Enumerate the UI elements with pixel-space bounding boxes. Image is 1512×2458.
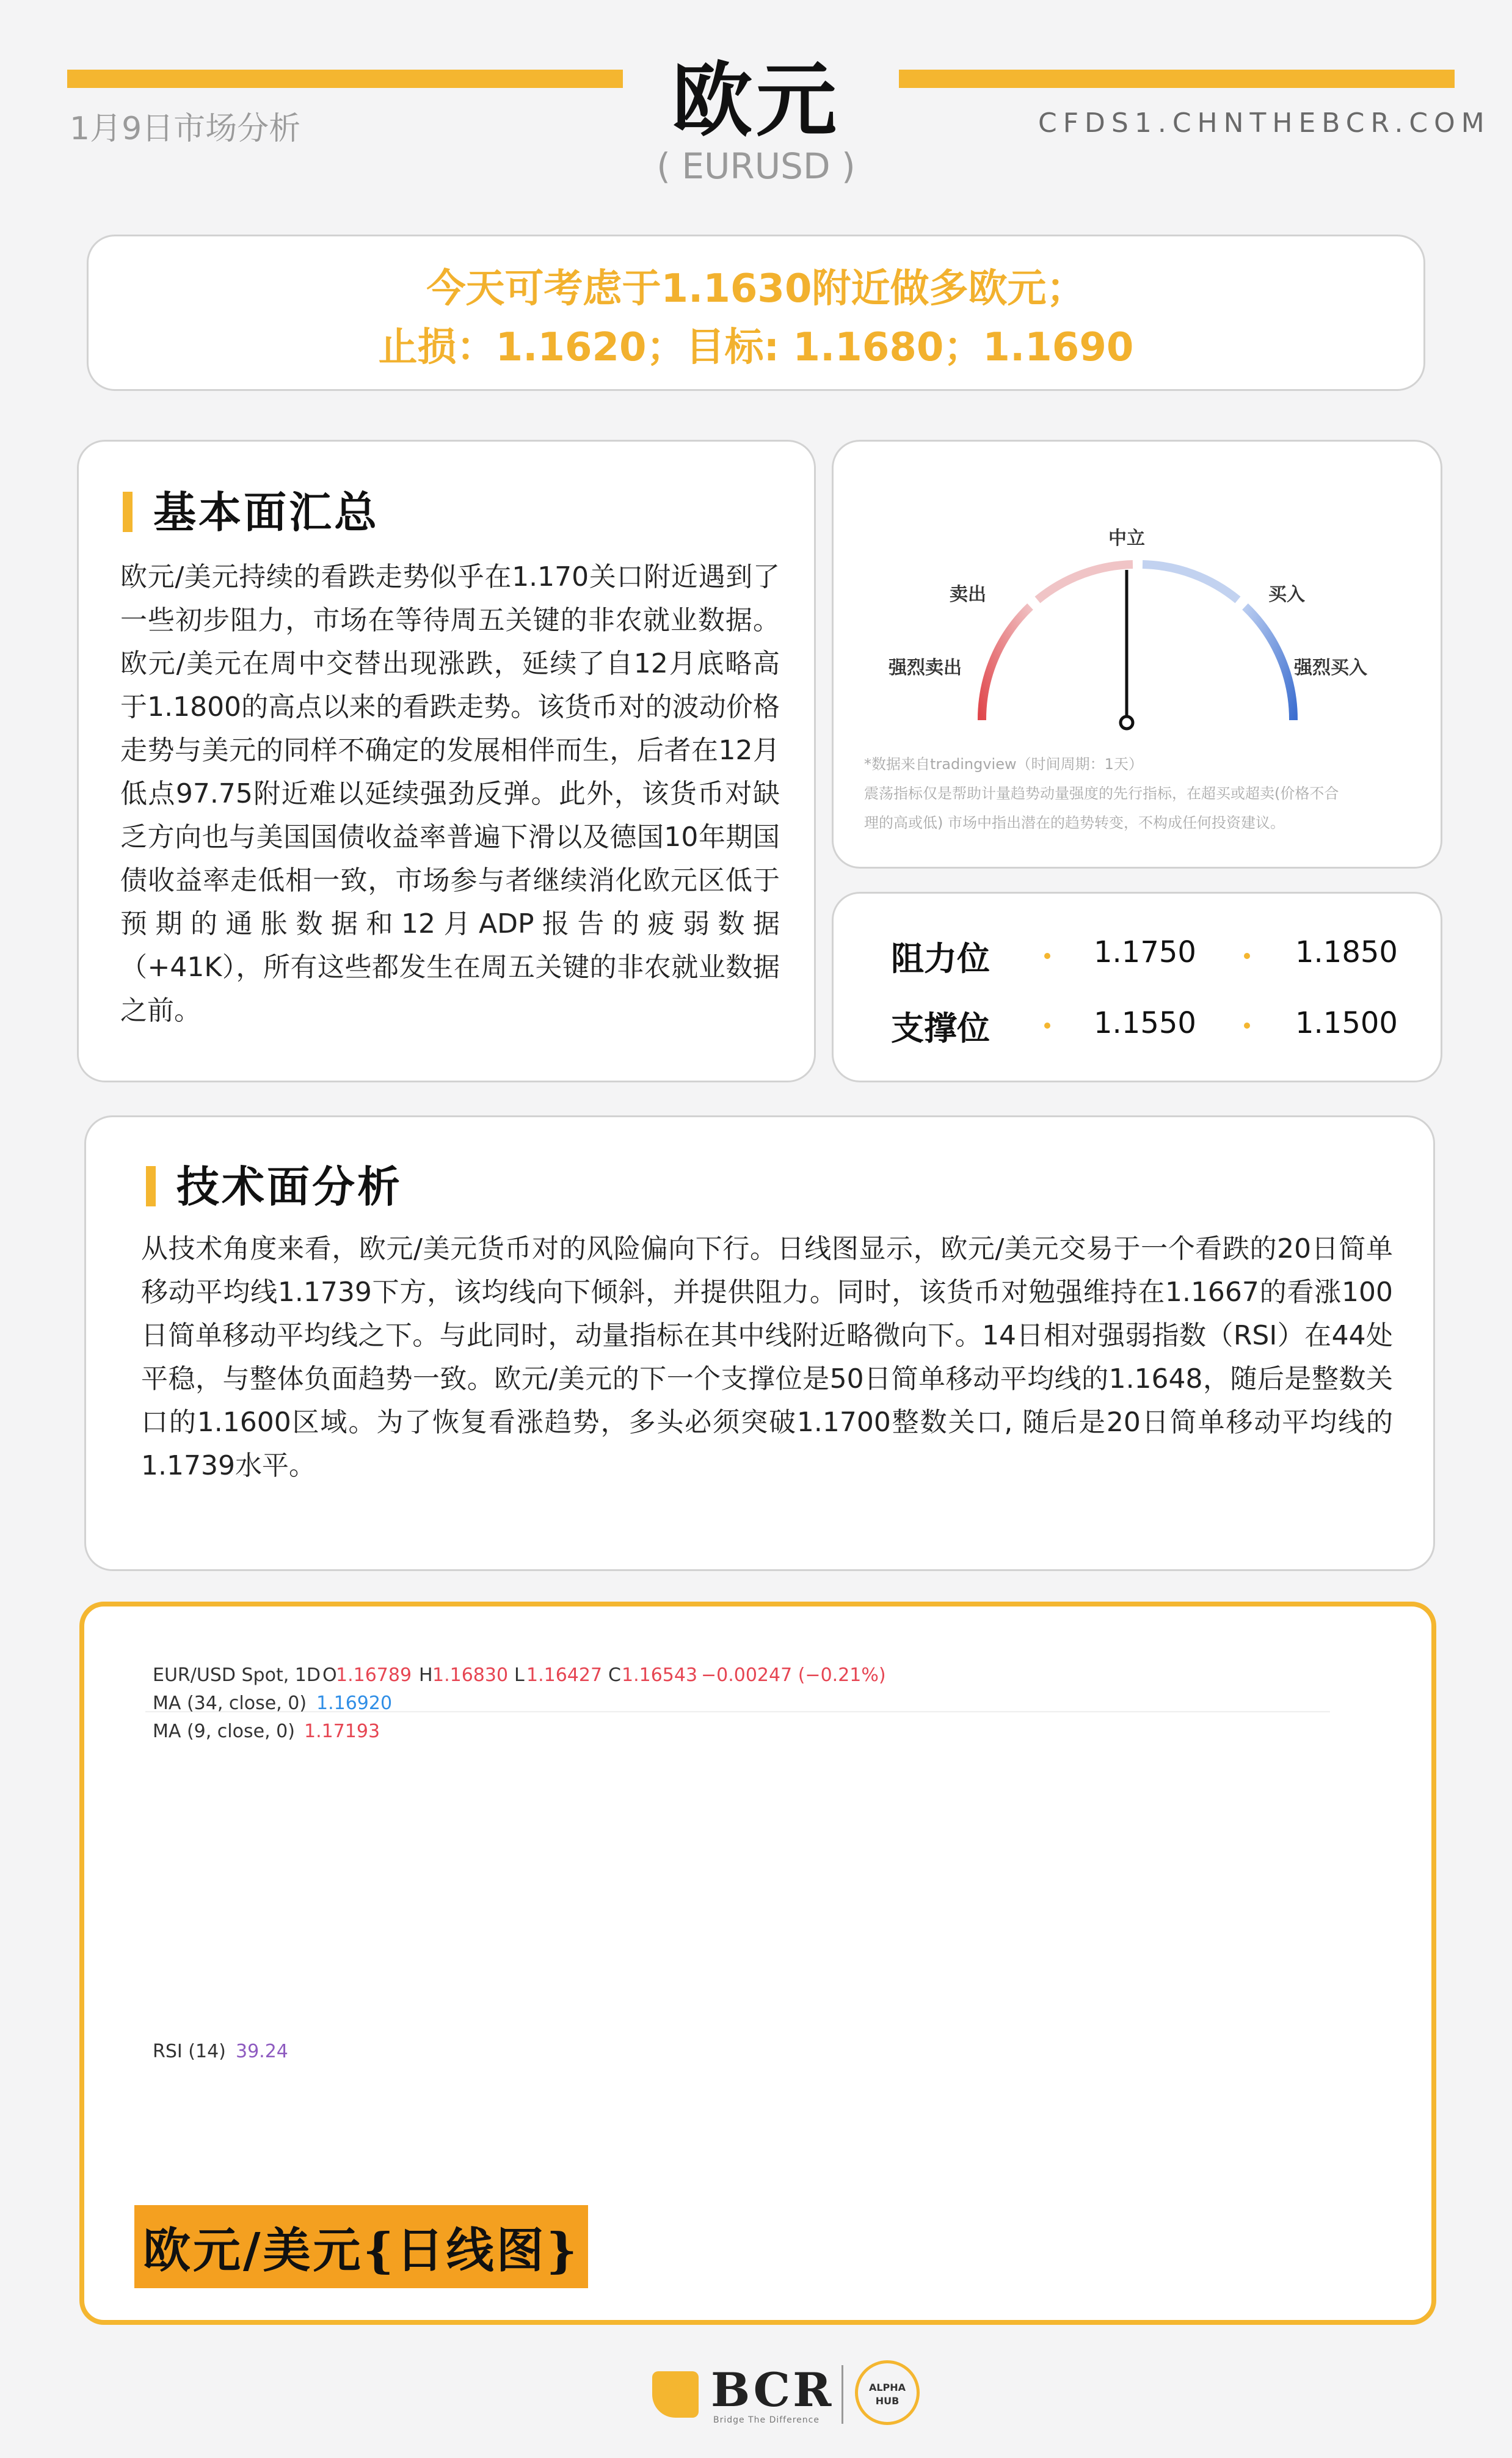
ma34-label: MA (34, close, 0)	[153, 1693, 307, 1714]
header-rule-left	[67, 70, 623, 88]
page-subtitle: ( EURUSD )	[656, 145, 856, 187]
website-link[interactable]: CFDS1.CHNTHEBCR.COM	[1038, 108, 1491, 139]
signal-line-1: 今天可考虑于1.1630附近做多欧元；	[426, 266, 1086, 312]
gauge-label-buy: 买入	[1268, 584, 1305, 605]
logo-divider	[841, 2365, 843, 2424]
support-level-2: 1.1500	[1295, 1006, 1398, 1040]
ohlc-h-label: H	[419, 1665, 433, 1686]
resistance-bullet-1	[1044, 953, 1050, 959]
ohlc-change: −0.00247 (−0.21%)	[701, 1665, 886, 1686]
date-label: 1月9日市场分析	[70, 111, 301, 147]
gauge-card	[832, 440, 1442, 869]
fundamentals-heading-text: 基本面汇总	[153, 487, 379, 538]
resistance-bullet-2	[1244, 953, 1250, 959]
chart-watermark: 欧元/美元{日线图}	[134, 2205, 588, 2288]
rsi-label-value: 39.24	[236, 2041, 288, 2062]
header-rule-right	[899, 70, 1455, 88]
ohlc-h: 1.16830	[432, 1665, 509, 1686]
ma34-value: 1.16920	[316, 1693, 393, 1714]
fundamentals-card	[77, 440, 816, 1082]
ohlc-c-label: C	[608, 1665, 621, 1686]
support-bullet-1	[1044, 1023, 1050, 1029]
resistance-level-2: 1.1850	[1295, 935, 1398, 969]
alpha-text: ALPHA	[868, 2382, 906, 2393]
hub-text: HUB	[875, 2395, 900, 2407]
gauge-arc-buy	[1245, 607, 1293, 720]
gauge-pivot	[1121, 717, 1133, 729]
trade-signal-card	[87, 235, 1425, 391]
fundamentals-heading	[123, 478, 379, 540]
chart-title: EUR/USD Spot, 1D	[153, 1665, 321, 1686]
technical-card	[84, 1115, 1435, 1571]
support-level-1: 1.1550	[1094, 1006, 1196, 1040]
technical-heading	[146, 1153, 402, 1214]
ohlc-c: 1.16543	[622, 1665, 698, 1686]
levels-card	[832, 892, 1442, 1082]
ohlc-o: 1.16789	[336, 1665, 412, 1686]
gauge-label-sell: 卖出	[950, 584, 986, 605]
resistance-label: 阻力位	[891, 939, 990, 978]
bcr-logo	[652, 2359, 860, 2426]
chart-card	[79, 1602, 1436, 2325]
gauge-note-2: 震荡指标仅是帮助计量趋势动量强度的先行指标，在超买或超卖(价格不合	[864, 785, 1339, 802]
signal-line-2: 止损：1.1620；目标: 1.1680；1.1690	[378, 325, 1134, 370]
sentiment-gauge	[834, 478, 1444, 747]
gauge-arc-buy-mid	[1143, 564, 1238, 600]
alpha-hub-logo	[855, 2360, 920, 2425]
gauge-note-3: 理的高或低) 市场中指出潜在的趋势转变，不构成任何投资建议。	[864, 814, 1285, 831]
gauge-note-1: *数据来自tradingview（时间周期：1天）	[864, 756, 1143, 773]
heading-accent-bar	[123, 492, 133, 532]
heading-accent-bar	[146, 1166, 156, 1206]
ohlc-l-label: L	[514, 1665, 525, 1686]
technical-body: 从技术角度来看，欧元/美元货币对的风险偏向下行。日线图显示，欧元/美元交易于一个看跌的20日简单移动平均线1.1739下方，该均线向下倾斜，并提供阻力。同时，该货币对勉强维持在1.1667的看涨100日简单移动平均线之下。与此同时，动量指标在其中线附近略微向下。14日相对强弱指数（RSI）在44处平稳，与整体负面趋势一致。欧元/美元的下一个支撑位是50日简单移动平均线的1.1648，随后是整数关口的1.1600区域。为了恢复看涨趋势，多头必须突破1.1700整数关口, 随后是20日简单移动平均线的1.1739水平。	[141, 1233, 1393, 1481]
bcr-logo-mark	[652, 2371, 699, 2418]
technical-heading-text: 技术面分析	[176, 1162, 402, 1212]
resistance-level-1: 1.1750	[1094, 935, 1196, 969]
page-title: 欧元	[672, 54, 840, 148]
ma9-label: MA (9, close, 0)	[153, 1721, 295, 1742]
bcr-logo-text: BCR	[711, 2363, 834, 2417]
ma9-value: 1.17193	[304, 1721, 380, 1742]
ohlc-o-label: O	[322, 1665, 337, 1686]
bcr-tagline: Bridge The Difference	[713, 2415, 820, 2425]
gauge-label-strong-buy: 强烈买入	[1294, 657, 1367, 679]
ohlc-l: 1.16427	[526, 1665, 603, 1686]
gauge-label-neutral: 中立	[1108, 528, 1145, 549]
support-label: 支撑位	[891, 1009, 990, 1048]
gauge-arc-sell	[982, 607, 1030, 720]
support-bullet-2	[1244, 1023, 1250, 1029]
fundamentals-body: 欧元/美元持续的看跌走势似乎在1.170关口附近遇到了一些初步阻力，市场在等待周五关键的非农就业数据。欧元/美元在周中交替出现涨跌，延续了自12月底略高于1.1800的高点以来的看跌走势。该货币对的波动价格走势与美元的同样不确定的发展相伴而生，后者在12月低点97.75附近难以延续强劲反弹。此外，该货币对缺乏方向也与美国国债收益率普遍下滑以及德国10年期国债收益率走低相一致，市场参与者继续消化欧元区低于预期的通胀数据和12月ADP报告的疲弱数据（+41K），所有这些都发生在周五关键的非农就业数据之前。	[120, 561, 780, 1026]
rsi-label: RSI (14)	[153, 2041, 226, 2062]
gauge-arc-sell-mid	[1038, 564, 1133, 600]
gauge-label-strong-sell: 强烈卖出	[889, 657, 962, 679]
